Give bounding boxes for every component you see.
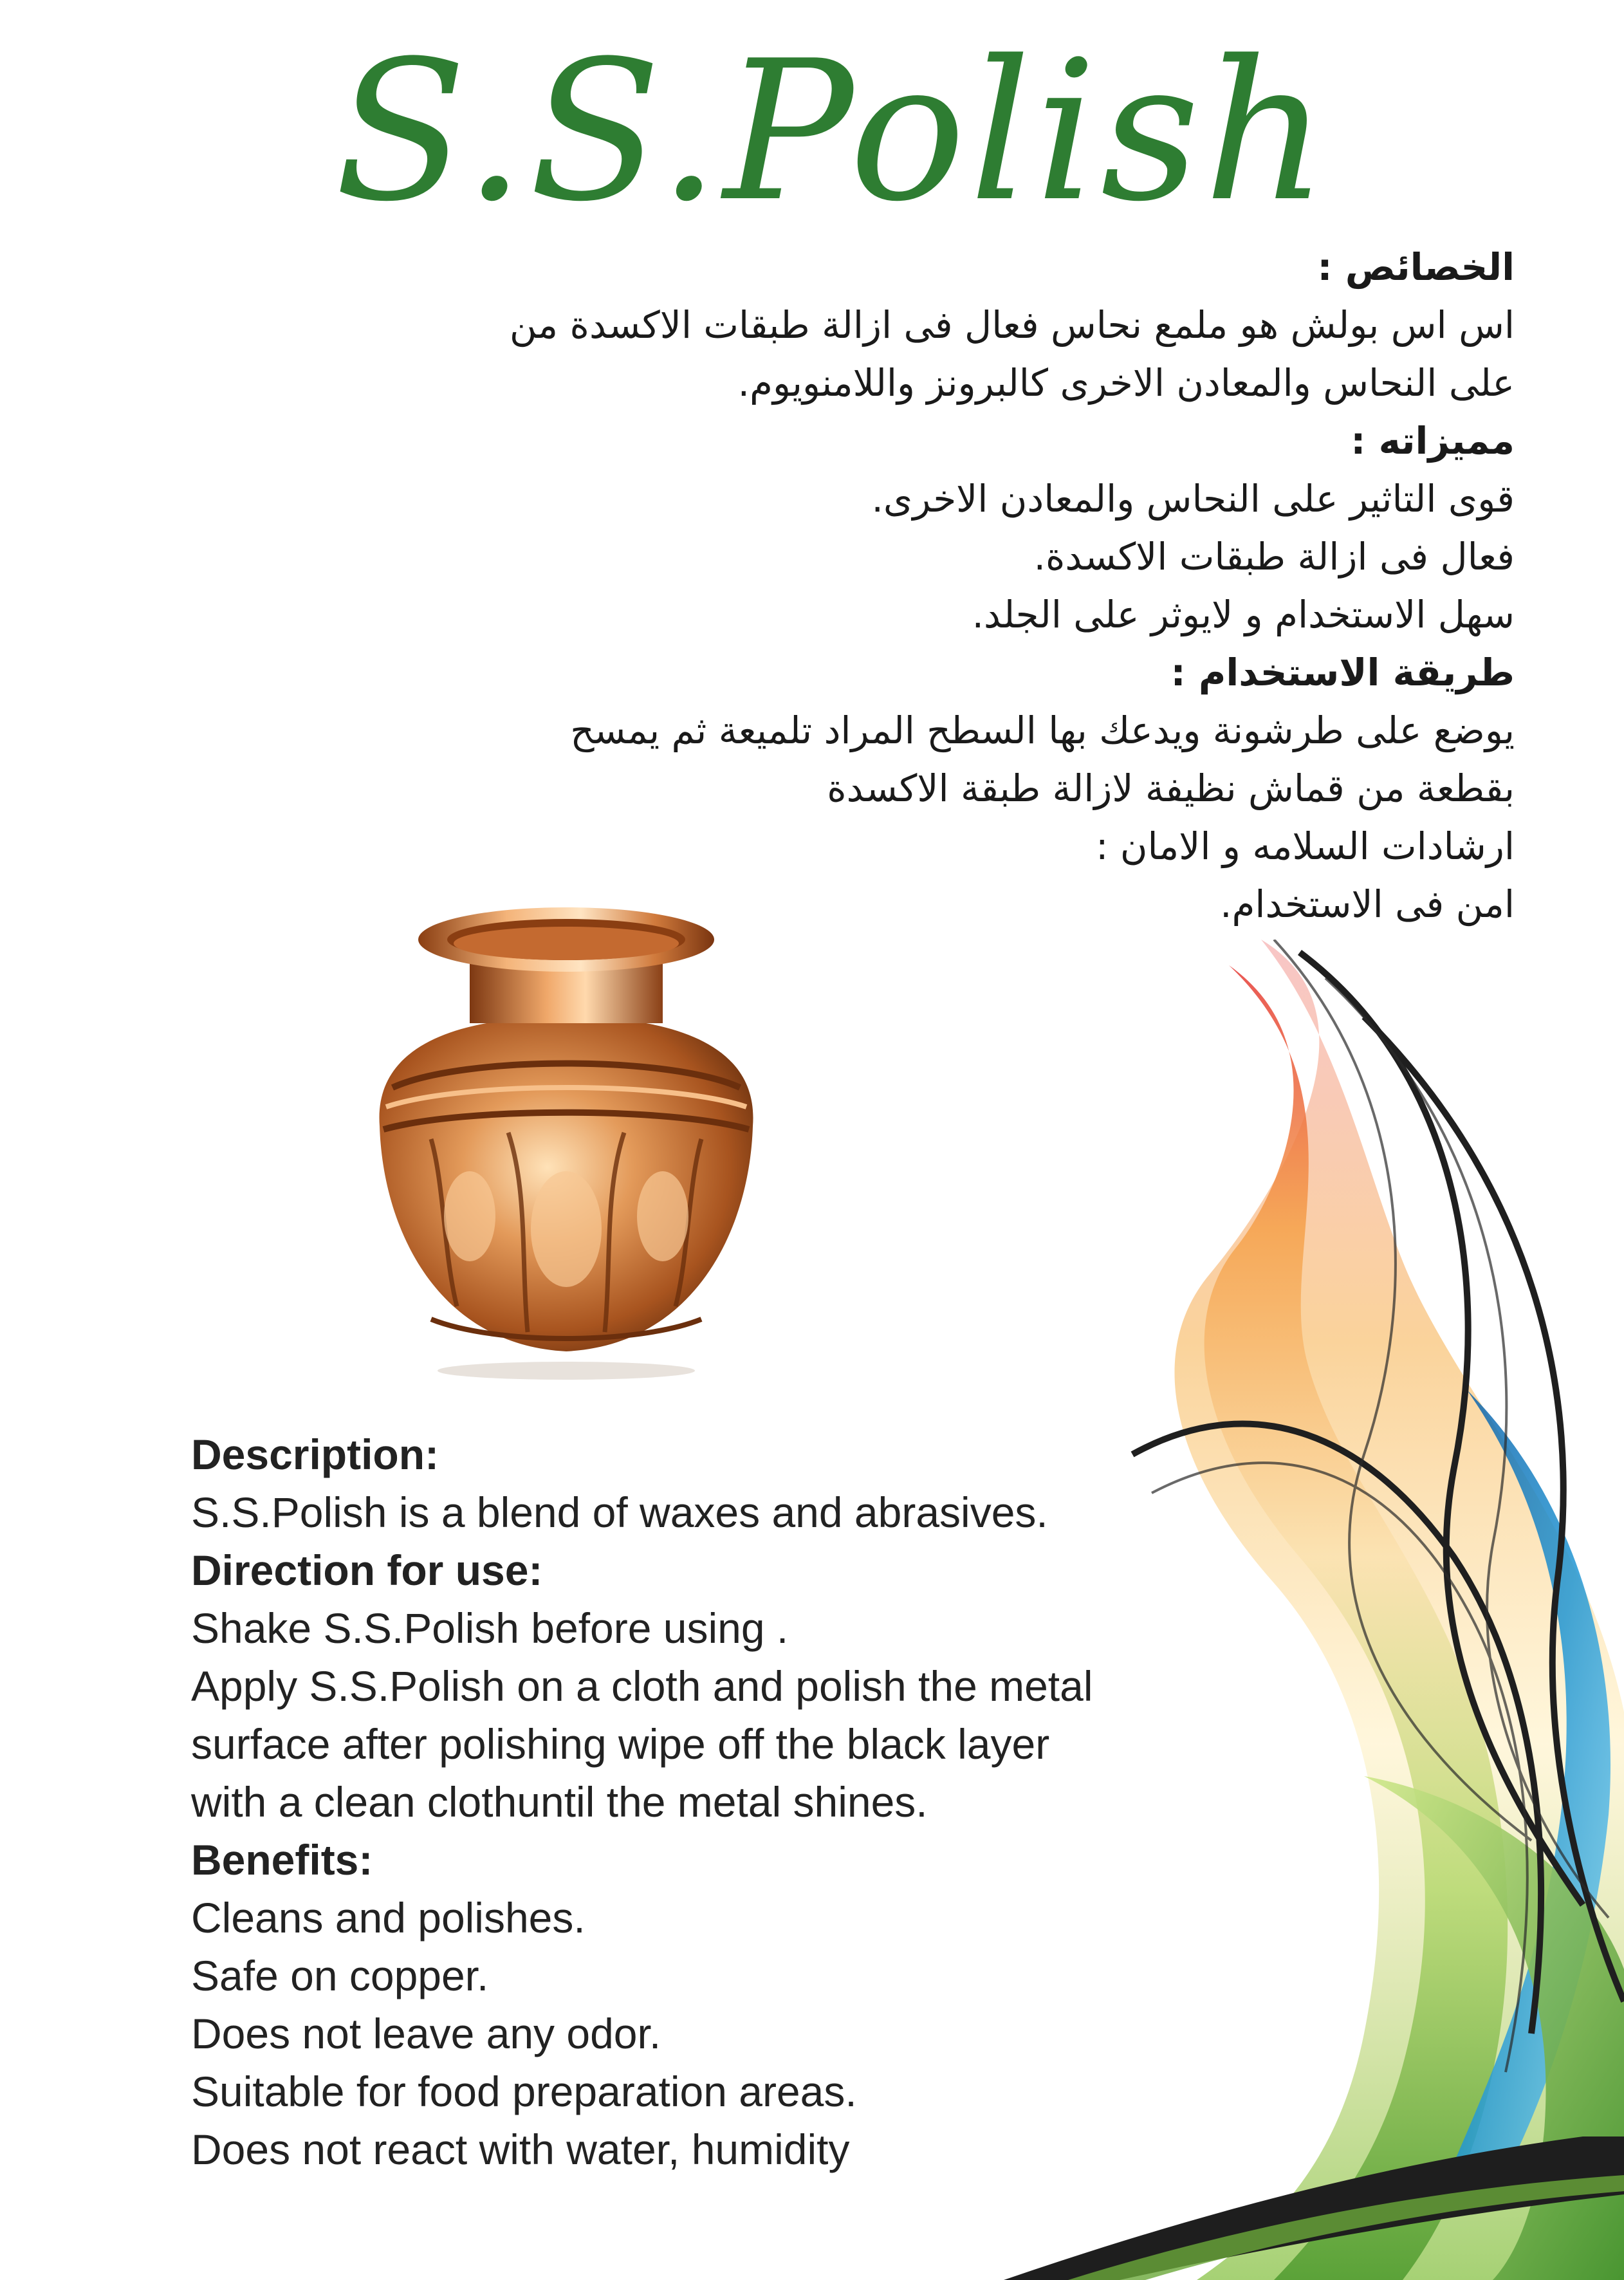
english-section bbox=[191, 1425, 1156, 2178]
copper-pot-image bbox=[335, 894, 798, 1384]
benefits-heading: Benefits: bbox=[191, 1836, 373, 1884]
features-heading-ar: الخصائص : bbox=[1317, 245, 1515, 289]
arabic-section bbox=[421, 238, 1515, 933]
safety-line-ar: امن فى الاستخدام. bbox=[1220, 882, 1515, 926]
safety-heading-ar: ارشادات السلامه و الامان : bbox=[1095, 824, 1515, 868]
benefit-item: Cleans and polishes. bbox=[191, 1894, 586, 1942]
advantages-heading-ar: مميزاته : bbox=[1351, 419, 1515, 463]
description-heading: Description: bbox=[191, 1431, 439, 1478]
product-title: S.S.Polish bbox=[335, 19, 1332, 244]
direction-line: surface after polishing wipe off the black layer bbox=[191, 1720, 1050, 1768]
direction-line: with a clean clothuntil the metal shines. bbox=[191, 1778, 928, 1826]
direction-heading: Direction for use: bbox=[191, 1546, 543, 1594]
usage-heading-ar: طريقة الاستخدام : bbox=[1170, 651, 1515, 694]
benefit-item: Does not react with water, humidity bbox=[191, 2126, 850, 2173]
features-line-ar: اس اس بولش هو ملمع نحاس فعال فى ازالة طبقات الاكسدة من bbox=[509, 303, 1515, 347]
direction-line: Shake S.S.Polish before using . bbox=[191, 1604, 789, 1652]
benefit-item: Safe on copper. bbox=[191, 1952, 489, 1999]
benefit-item: Suitable for food preparation areas. bbox=[191, 2068, 857, 2115]
usage-line-ar: بقطعة من قماش نظيفة لازالة طبقة الاكسدة bbox=[827, 766, 1515, 810]
direction-line: Apply S.S.Polish on a cloth and polish the metal bbox=[191, 1662, 1093, 1710]
description-text: S.S.Polish is a blend of waxes and abrasives. bbox=[191, 1488, 1048, 1536]
advantages-line-ar: فعال فى ازالة طبقات الاكسدة. bbox=[1033, 535, 1515, 579]
benefit-item: Does not leave any odor. bbox=[191, 2010, 661, 2057]
advantages-line-ar: قوى التاثير على النحاس والمعادن الاخرى. bbox=[871, 477, 1515, 521]
features-line-ar: على النحاس والمعادن الاخرى كالبرونز واللامنويوم. bbox=[737, 361, 1515, 405]
advantages-line-ar: سهل الاستخدام و لايوثر على الجلد. bbox=[972, 593, 1515, 636]
usage-line-ar: يوضع على طرشونة ويدعك بها السطح المراد تلميعة ثم يمسح bbox=[570, 709, 1515, 752]
